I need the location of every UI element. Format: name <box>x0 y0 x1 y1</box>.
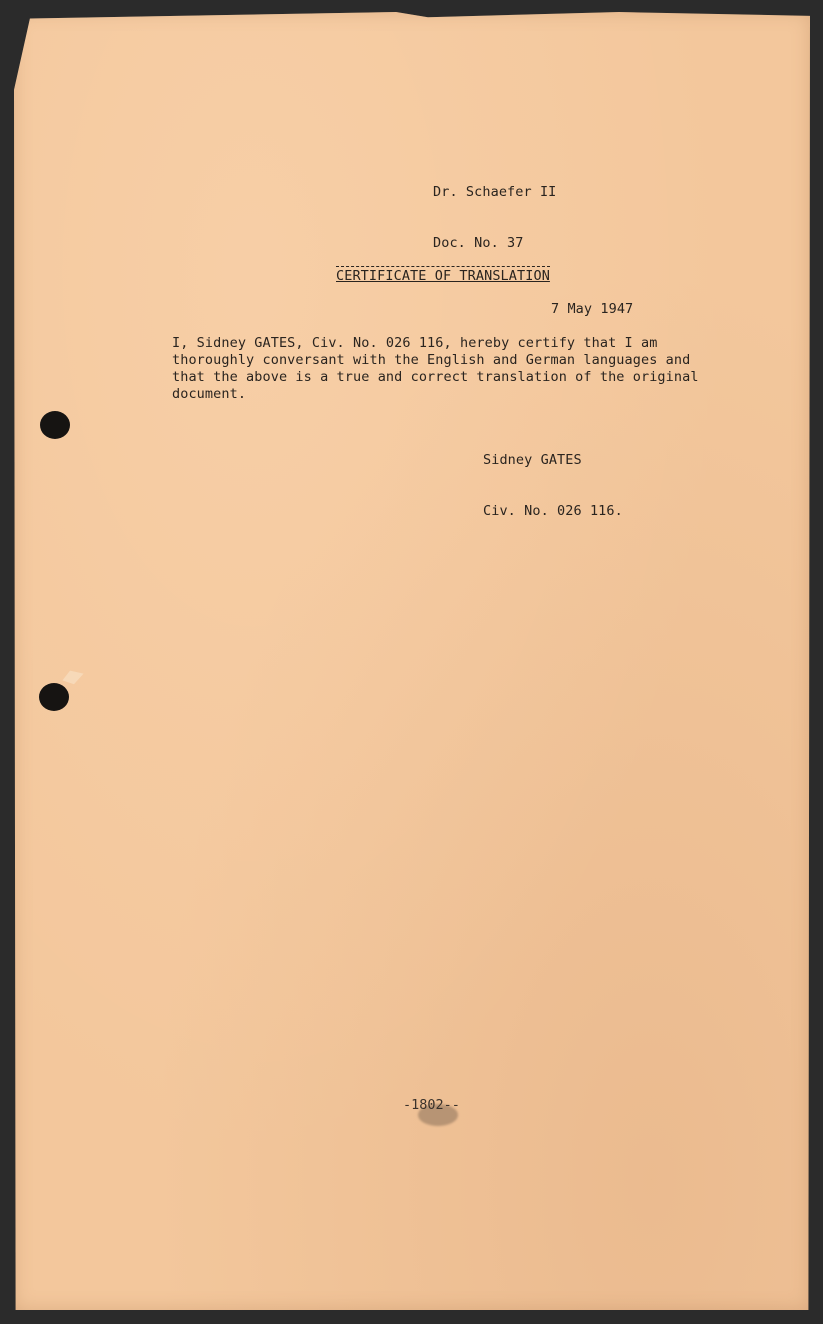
punch-hole-top <box>40 411 70 439</box>
certificate-date: 7 May 1947 <box>551 301 634 317</box>
signatory-civ-number: Civ. No. 026 116. <box>483 503 623 519</box>
body-line: thoroughly conversant with the English and German languages and <box>172 352 691 368</box>
signature-block <box>483 418 623 554</box>
signatory-name: Sidney GATES <box>483 452 582 468</box>
page-number: -1802-- <box>403 1097 460 1113</box>
body-line: that the above is a true and correct translation of the original <box>172 369 699 385</box>
punch-hole-bottom <box>39 683 69 711</box>
document-page <box>14 12 810 1310</box>
body-line: I, Sidney GATES, Civ. No. 026 116, hereby certify that I am <box>172 335 658 351</box>
certificate-title: CERTIFICATE OF TRANSLATION <box>336 268 550 284</box>
certificate-body <box>172 335 712 403</box>
reference-author: Dr. Schaefer II <box>433 184 557 200</box>
body-line: document. <box>172 386 247 402</box>
reference-doc-number: Doc. No. 37 <box>433 235 524 251</box>
